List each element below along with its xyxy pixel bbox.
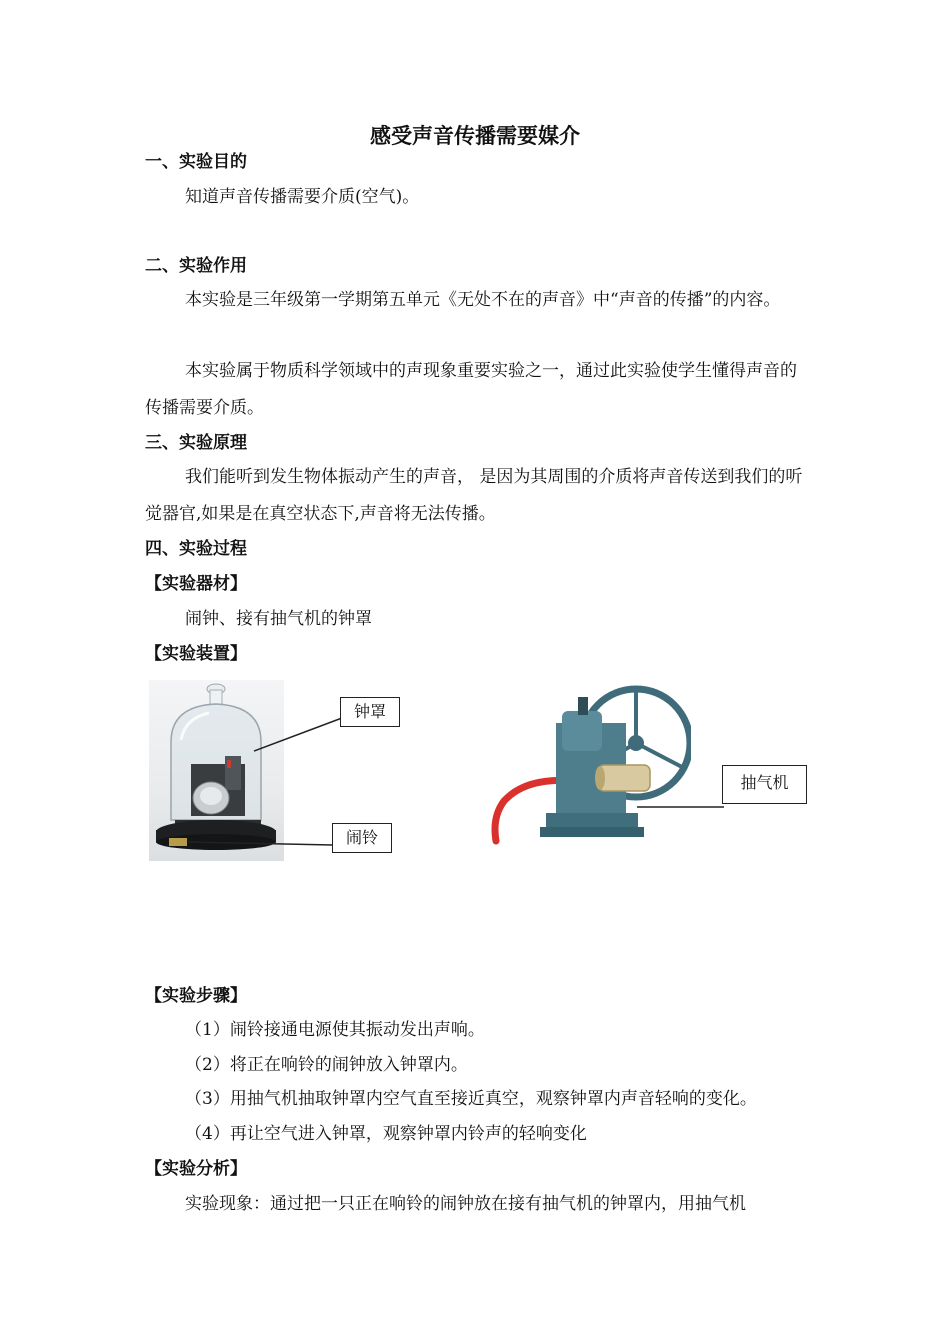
vacuum-pump-illustration: [486, 683, 691, 858]
section-heading-role: 二、实验作用: [145, 256, 247, 276]
principle-paragraph: 我们能听到发生物体振动产生的声音， 是因为其周围的介质将声音传送到我们的听觉器官,如果是在真空状态下,声音将无法传播。: [145, 467, 803, 524]
analysis-text: 实验现象：通过把一只正在响铃的闹钟放在接有抽气机的钟罩内，用抽气机: [185, 1194, 746, 1214]
step-item: （1）闹铃接通电源使其振动发出声响。: [185, 1020, 485, 1040]
materials-heading: 【实验器材】: [145, 574, 247, 594]
section-heading-purpose: 一、实验目的: [145, 152, 247, 172]
step-item: （2）将正在响铃的闹钟放入钟罩内。: [185, 1055, 468, 1075]
label-bell-jar: 钟罩: [340, 697, 400, 727]
section-heading-principle: 三、实验原理: [145, 433, 247, 453]
section-heading-process: 四、实验过程: [145, 539, 247, 559]
analysis-heading: 【实验分析】: [145, 1159, 247, 1179]
label-pump: 抽气机: [722, 765, 807, 804]
materials-text: 闹钟、接有抽气机的钟罩: [185, 609, 372, 629]
label-alarm-bell: 闹铃: [332, 823, 392, 853]
role-paragraph-2: 本实验属于物质科学领域中的声现象重要实验之一，通过此实验使学生懂得声音的传播需要介质。: [145, 361, 797, 418]
purpose-text: 知道声音传播需要介质(空气)。: [185, 187, 420, 207]
step-item: （3）用抽气机抽取钟罩内空气直至接近真空，观察钟罩内声音轻响的变化。: [185, 1089, 757, 1109]
step-item: （4）再让空气进入钟罩，观察钟罩内铃声的轻响变化: [185, 1124, 587, 1144]
steps-heading: 【实验步骤】: [145, 986, 247, 1006]
setup-heading: 【实验装置】: [145, 644, 247, 664]
document-title: 感受声音传播需要媒介: [370, 124, 580, 148]
role-paragraph-1: 本实验是三年级第一学期第五单元《无处不在的声音》中“声音的传播”的内容。: [185, 290, 781, 310]
